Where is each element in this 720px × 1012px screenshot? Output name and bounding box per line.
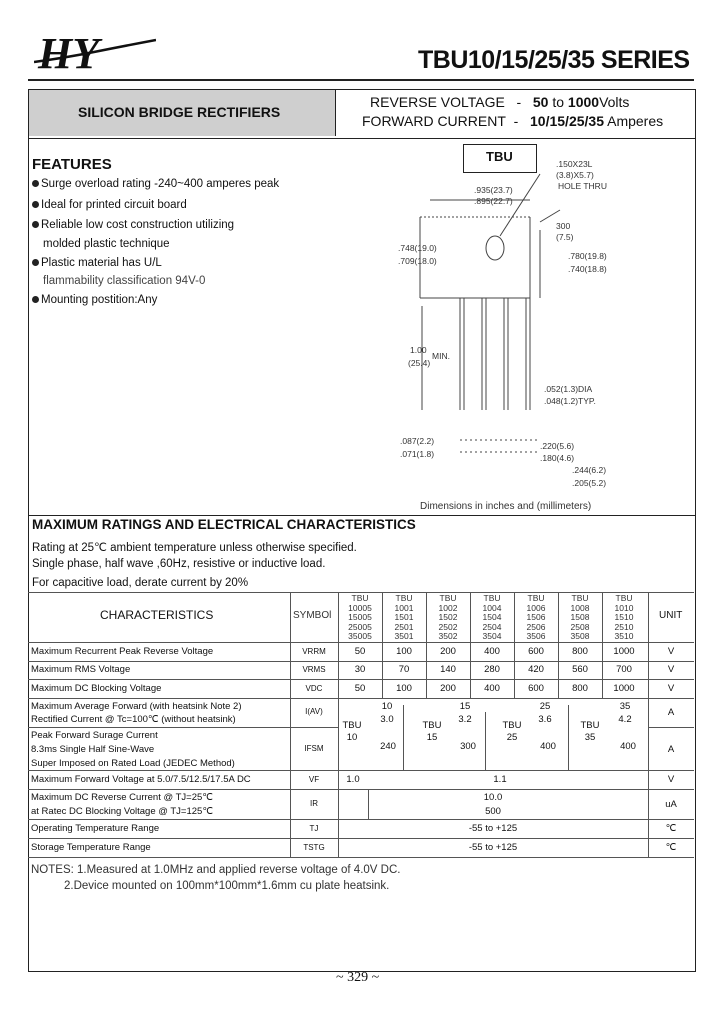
row-value: 140 (440, 664, 456, 675)
row-symbol: I(AV) (305, 707, 323, 716)
row-symbol: TJ (309, 824, 319, 833)
reverse-min: 50 (532, 94, 549, 110)
feature-item: Ideal for printed circuit board (32, 199, 187, 211)
part-number: 2506 (526, 621, 546, 632)
part-number: 1001 (394, 602, 414, 613)
row-symbol: IR (310, 799, 318, 808)
row-unit: V (667, 683, 675, 694)
row-value: 420 (528, 664, 544, 675)
part-number: 1006 (526, 602, 546, 613)
row-value: 50 (354, 683, 366, 694)
part-number: 1502 (438, 612, 458, 622)
feature-item: Plastic material has U/L (32, 257, 162, 269)
dim-height-min: .709(18.0) (398, 256, 437, 266)
row-label: 8.3ms Single Half Sine-Wave (31, 744, 155, 755)
part-number: 1504 (482, 612, 502, 622)
dim-width-max: .935(23.7) (474, 185, 513, 195)
reverse-unit: Volts (599, 94, 630, 110)
row-label: Maximum RMS Voltage (31, 664, 131, 675)
row-unit: ℃ (665, 823, 677, 834)
header-rule (28, 79, 694, 81)
row-label: Super Imposed on Rated Load (JEDEC Method) (31, 758, 235, 769)
group-iav-a: 25 (539, 701, 551, 712)
logo-text: HY (38, 32, 100, 76)
rating-note: Rating at 25℃ ambient temperature unless otherwise specified. (32, 542, 357, 554)
row-unit: V (667, 664, 675, 675)
dim-body-min: .740(18.8) (568, 264, 607, 274)
row-value: 200 (440, 683, 456, 694)
group-iav-a: 10 (381, 701, 393, 712)
dim-pitch-min: .180(4.6) (540, 453, 575, 463)
row-symbol: VRRM (302, 647, 326, 656)
dimension-caption: Dimensions in inches and (millimeters) (420, 501, 592, 512)
part-number: 2504 (482, 621, 502, 632)
row-value: 700 (616, 664, 632, 675)
group-tbu: TBU (580, 720, 600, 731)
group-iav-a: 35 (619, 701, 631, 712)
row-label: Maximum Forward Voltage at 5.0/7.5/12.5/17.5A DC (31, 774, 251, 785)
row-value: 50 (354, 646, 366, 657)
group-ifsm: 240 (380, 741, 396, 752)
row-value: 600 (528, 683, 544, 694)
feature-item-cont: molded plastic technique (43, 238, 170, 250)
dim-body-max: .780(19.8) (568, 251, 607, 261)
dim-lead-len: 1.00 (410, 345, 427, 355)
forward-current-line (362, 113, 663, 129)
part-number: 1002 (438, 602, 458, 613)
ir-value-1: 10.0 (483, 792, 503, 803)
hdr-characteristics: CHARACTERISTICS (100, 608, 214, 622)
forward-label: FORWARD CURRENT (362, 113, 506, 129)
row-label: Storage Temperature Range (31, 842, 151, 853)
part-number: 2510 (614, 621, 634, 632)
vf-value-2: 1.1 (493, 774, 507, 785)
dim-hole-3: HOLE THRU (558, 181, 607, 191)
row-label: Maximum Recurrent Peak Reverse Voltage (31, 646, 214, 657)
row-value: 1000 (613, 646, 635, 657)
dim-edge-max: .087(2.2) (400, 436, 435, 446)
part-number: 2508 (570, 621, 590, 632)
row-label: Maximum DC Reverse Current @ TJ=25℃ (31, 792, 213, 803)
row-value: 100 (396, 683, 412, 694)
part-number: 25005 (348, 621, 372, 632)
reverse-max: 1000 (567, 94, 600, 110)
row-symbol: VDC (305, 684, 323, 693)
group-ifsm: 300 (460, 741, 476, 752)
row-value: 70 (398, 664, 410, 675)
dim-lead-dia-min: .048(1.2)TYP. (544, 396, 596, 406)
part-number: TBU (351, 593, 369, 603)
dim-hole-2: (3.8)X5.7) (556, 170, 594, 180)
group-type: 15 (426, 732, 438, 743)
row-value: 560 (572, 664, 588, 675)
dim-width-min: .895(22.7) (474, 196, 513, 206)
part-number: 2501 (394, 621, 414, 632)
reverse-to: to (552, 94, 565, 110)
feature-item: Mounting postition:Any (32, 294, 157, 306)
part-number: TBU (395, 593, 413, 603)
row-unit: V (667, 646, 675, 657)
dim-lead-min: MIN. (432, 351, 450, 361)
dim-lead-len-mm: (25.4) (408, 358, 431, 368)
part-number: 1510 (614, 612, 634, 622)
part-number: 15005 (348, 612, 372, 622)
row-unit: uA (665, 799, 677, 810)
row-value: 600 (528, 646, 544, 657)
group-ifsm: 400 (620, 741, 636, 752)
row-symbol: TSTG (303, 843, 325, 852)
row-value: 280 (484, 664, 500, 675)
dim-edge-min: .071(1.8) (400, 449, 435, 459)
part-number: 3510 (614, 631, 634, 641)
row-label: Rectified Current @ Tc=100℃ (without heatsink) (31, 714, 236, 725)
dim-thick-max: .244(6.2) (572, 465, 607, 475)
group-tbu: TBU (502, 720, 522, 731)
part-number: 2502 (438, 621, 458, 632)
row-label: Maximum DC Blocking Voltage (31, 683, 162, 694)
part-number: 1010 (614, 602, 634, 613)
forward-value: 10/15/25/35 (530, 113, 604, 129)
reverse-label: REVERSE VOLTAGE (370, 94, 505, 110)
footnote-1: NOTES: 1.Measured at 1.0MHz and applied reverse voltage of 4.0V DC. (31, 864, 401, 876)
ratings-title: MAXIMUM RATINGS AND ELECTRICAL CHARACTERISTICS (32, 517, 416, 532)
temp-range: -55 to +125 (468, 823, 518, 834)
page-number: ~ 329 ~ (336, 970, 380, 985)
row-value: 400 (484, 646, 500, 657)
row-value: 30 (354, 664, 366, 675)
ir-value-2: 500 (485, 806, 501, 817)
row-value: 400 (484, 683, 500, 694)
group-iav-b: 4.2 (618, 714, 632, 725)
temp-range: -55 to +125 (468, 842, 518, 853)
part-number: TBU (527, 593, 545, 603)
feature-item: Surge overload rating -240~400 amperes peak (32, 178, 279, 190)
rating-note: For capacitive load, derate current by 20% (32, 577, 249, 589)
feature-item-cont: flammability classification 94V-0 (43, 275, 206, 287)
part-number: 1506 (526, 612, 546, 622)
dim-height-max: .748(19.0) (398, 243, 437, 253)
part-number: 1008 (570, 602, 590, 613)
row-unit: V (667, 774, 675, 785)
package-label: TBU (486, 149, 513, 164)
dash-2: - (513, 113, 519, 129)
group-tbu: TBU (422, 720, 442, 731)
row-unit: A (667, 707, 675, 718)
group-iav-a: 15 (459, 701, 471, 712)
group-type: 25 (506, 732, 518, 743)
row-label: Operating Temperature Range (31, 823, 160, 834)
row-symbol: VRMS (302, 665, 326, 674)
part-number: 3504 (482, 631, 502, 641)
row-label: at Ratec DC Blocking Voltage @ TJ=125℃ (31, 806, 213, 817)
dim-hole-1: .150X23L (556, 159, 593, 169)
part-number: TBU (483, 593, 501, 603)
part-number: TBU (615, 593, 633, 603)
hy-logo (34, 32, 156, 76)
hdr-symbol: SYMBOl (293, 610, 332, 621)
dim-lead-dia-max: .052(1.3)DIA (544, 384, 593, 394)
row-label: Peak Forward Surage Current (31, 730, 158, 741)
features-title: FEATURES (32, 156, 112, 173)
row-value: 1000 (613, 683, 635, 694)
group-type: 35 (584, 732, 596, 743)
row-label: Maximum Average Forward (with heatsink Note 2) (31, 701, 242, 712)
package-outline-drawing (400, 170, 630, 490)
reverse-voltage-line (370, 94, 629, 110)
part-number: 10005 (348, 602, 372, 613)
row-unit: A (667, 744, 675, 755)
row-symbol: VF (308, 775, 320, 784)
group-type: 10 (346, 732, 358, 743)
group-ifsm: 400 (540, 741, 556, 752)
part-number: 3508 (570, 631, 590, 641)
dim-pitch-max: .220(5.6) (540, 441, 575, 451)
dim-thick-min: .205(5.2) (572, 478, 607, 488)
part-number: 1501 (394, 612, 414, 622)
row-value: 200 (440, 646, 456, 657)
series-title: TBU10/15/25/35 SERIES (418, 46, 690, 74)
dim-hole-pos: 300 (556, 221, 571, 231)
group-iav-b: 3.2 (458, 714, 472, 725)
row-symbol: IFSM (304, 744, 324, 753)
group-iav-b: 3.6 (538, 714, 552, 725)
part-number: 3501 (394, 631, 414, 641)
group-tbu: TBU (342, 720, 362, 731)
part-number: 35005 (348, 631, 372, 641)
footnote-2: 2.Device mounted on 100mm*100mm*1.6mm cu plate heatsink. (64, 880, 390, 892)
part-number: 3502 (438, 631, 458, 641)
group-iav-b: 3.0 (380, 714, 394, 725)
forward-unit: Amperes (607, 113, 664, 129)
part-number: TBU (439, 593, 457, 603)
dim-hole-pos-mm: (7.5) (556, 232, 574, 242)
vf-value-1: 1.0 (346, 774, 360, 785)
row-value: 800 (572, 646, 588, 657)
part-number: 1508 (570, 612, 590, 622)
row-value: 800 (572, 683, 588, 694)
rating-note: Single phase, half wave ,60Hz, resistive or inductive load. (32, 558, 326, 570)
hdr-unit: UNIT (659, 610, 683, 621)
dash-1: - (516, 94, 522, 110)
part-number: TBU (571, 593, 589, 603)
feature-item: Reliable low cost construction utilizing (32, 219, 234, 231)
row-value: 100 (396, 646, 412, 657)
product-name: SILICON BRIDGE RECTIFIERS (78, 104, 281, 120)
part-number: 1004 (482, 602, 502, 613)
part-number: 3506 (526, 631, 546, 641)
row-unit: ℃ (665, 842, 677, 853)
